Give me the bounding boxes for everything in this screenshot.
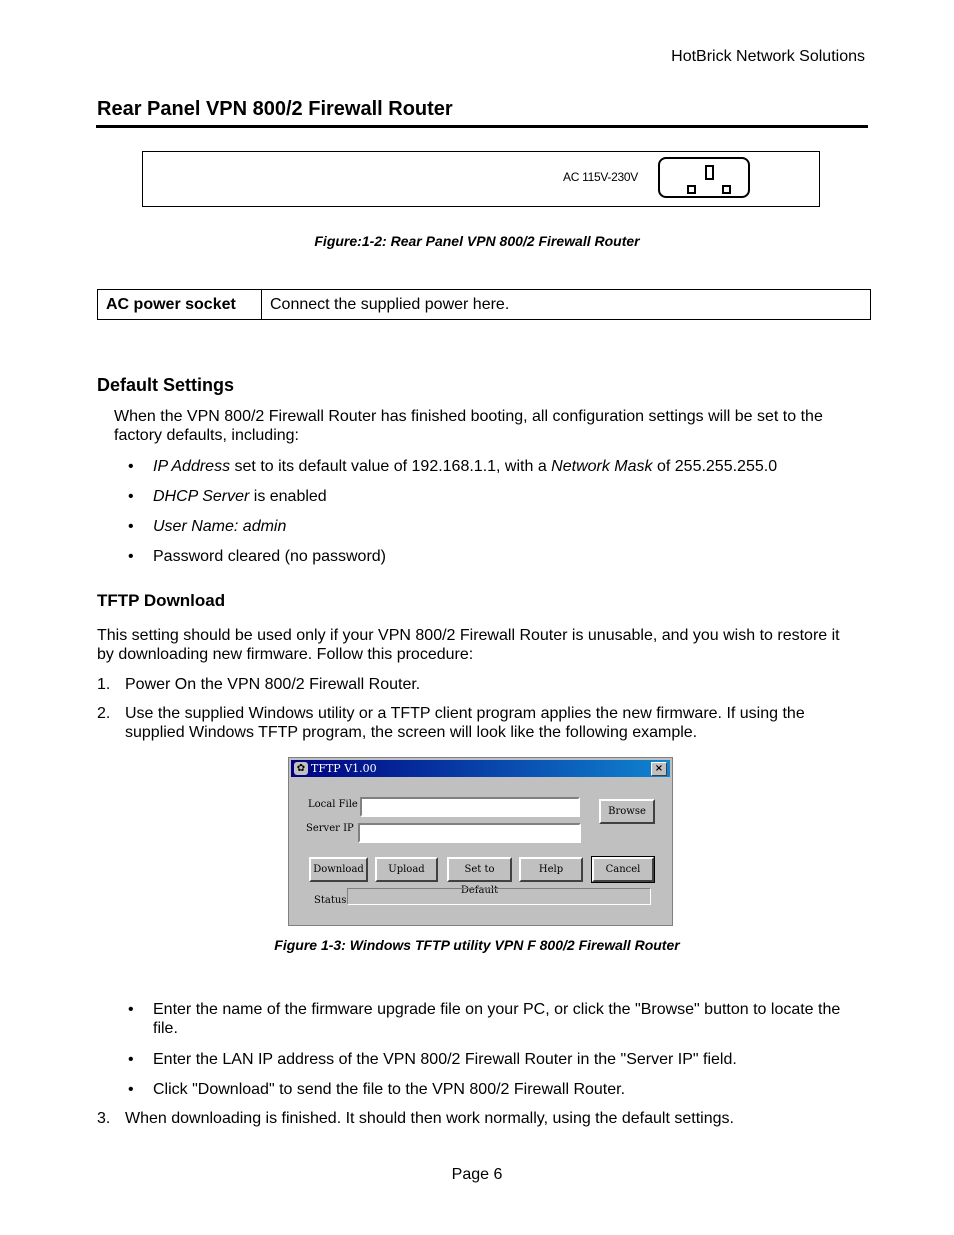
help-button[interactable]: Help <box>519 857 583 882</box>
status-label: Status <box>314 895 347 906</box>
section-title-tftp: TFTP Download <box>97 591 226 610</box>
upload-button[interactable]: Upload <box>375 857 438 882</box>
close-icon[interactable]: × <box>651 762 667 776</box>
default-settings-intro: When the VPN 800/2 Firewall Router has finished booting, all configuration settings will be set to the factory defaults, including: <box>114 408 823 444</box>
power-socket-icon <box>658 157 750 198</box>
section-title-default-settings: Default Settings <box>97 375 235 395</box>
dialog-title-bar <box>291 760 670 777</box>
cancel-button[interactable]: Cancel <box>592 857 654 882</box>
list-item: • User Name: admin <box>128 518 287 535</box>
table-value: Connect the supplied power here. <box>262 290 871 320</box>
table-row <box>98 290 871 320</box>
list-item: • Click "Download" to send the file to the VPN 800/2 Firewall Router. <box>128 1081 626 1098</box>
app-icon: ✿ <box>294 762 308 775</box>
list-item: • DHCP Server is enabled <box>128 488 327 505</box>
tftp-dialog <box>288 757 673 926</box>
list-item: 3. When downloading is finished. It should then work normally, using the default settings. <box>97 1110 734 1127</box>
rear-panel-table <box>97 289 871 320</box>
table-key: AC power socket <box>98 290 262 320</box>
dialog-title: TFTP V1.00 <box>311 762 377 775</box>
list-item: • IP Address set to its default value of 192.168.1.1, with a Network Mask of 255.255.255.0 <box>128 458 778 475</box>
tftp-intro: This setting should be used only if your VPN 800/2 Firewall Router is unusable, and you wish to restore it by downloading new firmware. Follow this procedure: <box>97 627 840 663</box>
panel-voltage-label: AC 115V-230V <box>563 170 638 184</box>
list-item: • Enter the name of the firmware upgrade file on your PC, or click the "Browse" button to locate the file. <box>128 1001 841 1037</box>
list-item: 1. Power On the VPN 800/2 Firewall Router. <box>97 676 421 693</box>
figure-caption-rear-panel: Figure:1-2: Rear Panel VPN 800/2 Firewall Router <box>314 233 640 249</box>
list-item: 2. Use the supplied Windows utility or a TFTP client program applies the new firmware. If using the supplied Windows TFTP program, the screen will look like the following example. <box>97 705 805 741</box>
browse-button[interactable]: Browse <box>599 799 655 824</box>
set-to-default-button[interactable]: Set to Default <box>447 857 512 882</box>
local-file-input[interactable] <box>360 797 580 817</box>
page-number: Page 6 <box>451 1166 503 1183</box>
list-item: • Password cleared (no password) <box>128 548 386 565</box>
download-button[interactable]: Download <box>309 857 368 882</box>
section-title-rear-panel: Rear Panel VPN 800/2 Firewall Router <box>97 98 453 120</box>
local-file-label: Local File <box>308 799 358 810</box>
figure-caption-tftp: Figure 1-3: Windows TFTP utility VPN F 800/2 Firewall Router <box>274 937 680 953</box>
server-ip-label: Server IP <box>306 823 354 834</box>
server-ip-input[interactable] <box>358 823 581 843</box>
list-item: • Enter the LAN IP address of the VPN 800/2 Firewall Router in the "Server IP" field. <box>128 1051 737 1068</box>
header-company: HotBrick Network Solutions <box>671 48 865 65</box>
title-rule <box>96 125 868 128</box>
status-bar <box>347 888 651 905</box>
